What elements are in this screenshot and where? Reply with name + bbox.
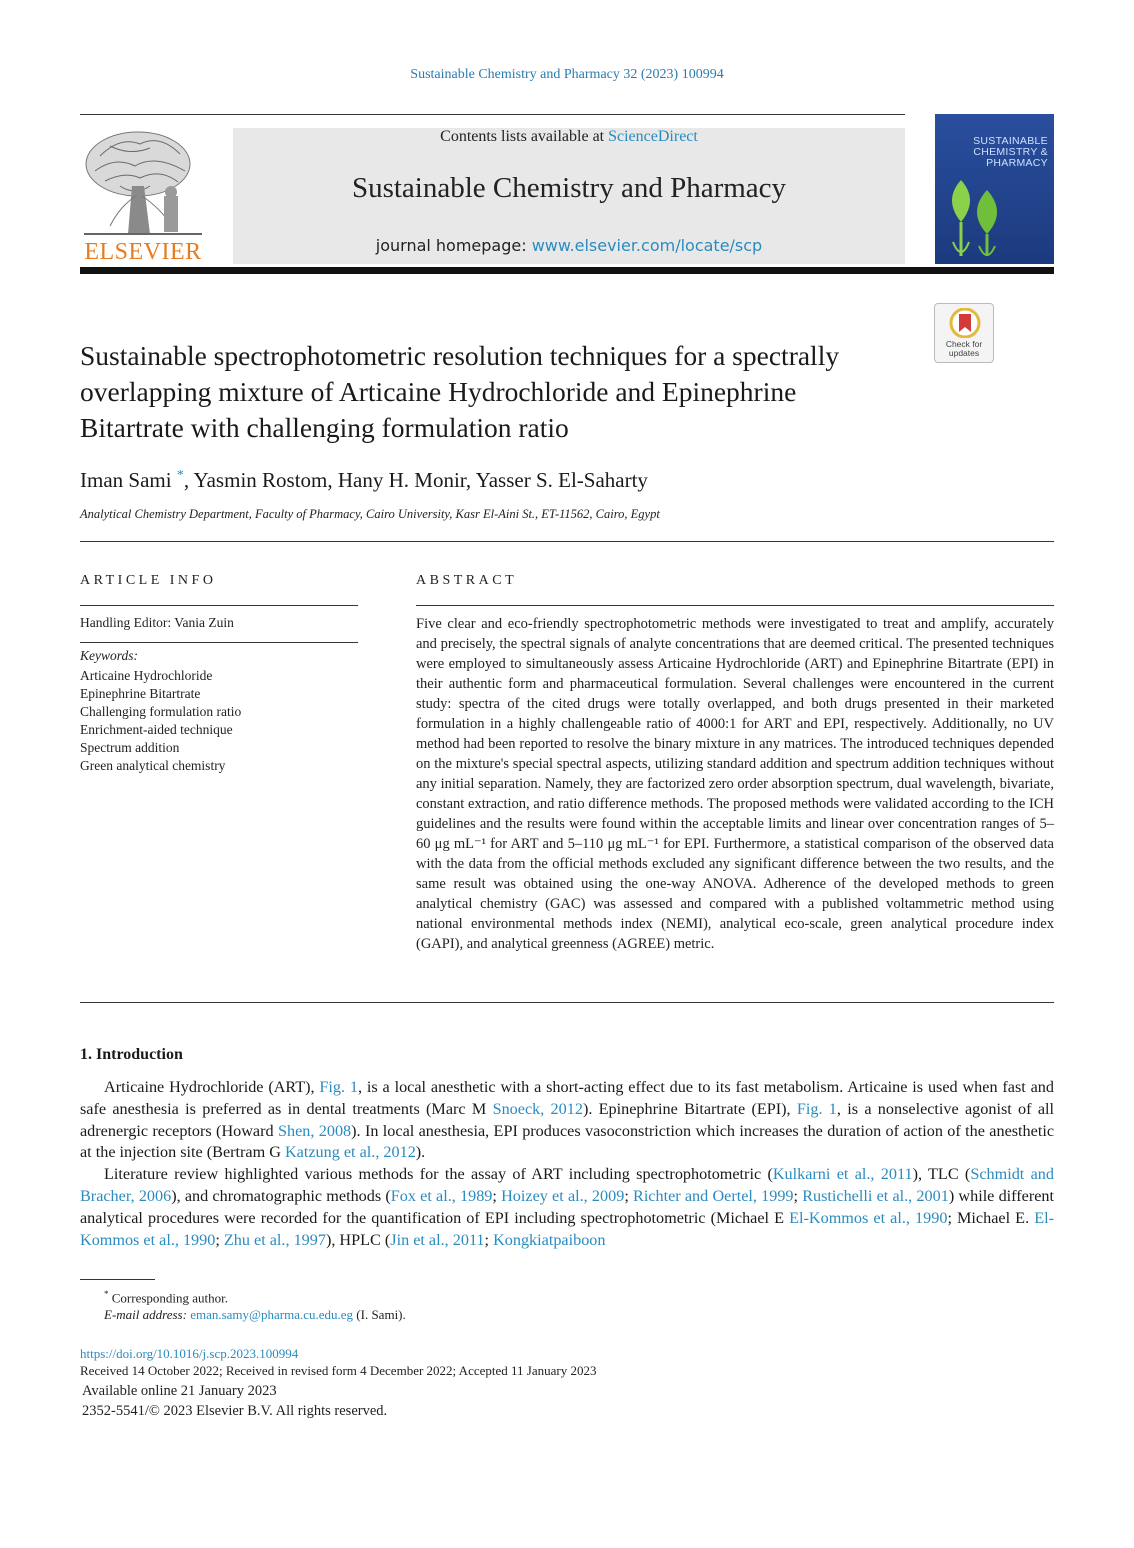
cover-title: SUSTAINABLE CHEMISTRY & PHARMACY [973, 135, 1048, 169]
intro-text: ) while different analytical procedures were recorded for the quantification of EPI including spectrophotometric (Michael E [80, 1186, 1055, 1227]
intro-paragraph-2 [80, 1164, 1054, 1251]
keyword-item: Enrichment-aided technique [80, 722, 233, 737]
abstract-heading: ABSTRACT [416, 573, 518, 588]
header-divider [80, 114, 905, 115]
reference-link[interactable]: Zhu et al., 1997 [223, 1230, 326, 1249]
article-info-divider-mid [80, 642, 358, 643]
homepage-prefix: journal homepage: [375, 236, 532, 255]
reference-link[interactable]: Fox et al., 1989 [390, 1186, 493, 1205]
email-link[interactable]: eman.samy@pharma.cu.edu.eg [190, 1307, 354, 1322]
abstract-text: Five clear and eco-friendly spectrophotometric methods were investigated to treat and amplify, accurately and precisely, the spectral signals of analyte concentrations that are deemed critical. The presented techniques were employed to simultaneously assess Articaine Hydrochloride (ART) and Epinephrine Bitartrate (EPI) in their authentic form and pharmaceutical formulation. Several challenges were encountered in the current study: spectra of the cited drugs were totally overlapped, and both drugs presented in their marketed formulation in a highly challengeable ratio of 4000:1 for ART and EPI, respectively. Additionally, no UV method had been reported to resolve the binary mixture in any matrices. The introduced techniques depended on the mixture's special spectral aspects, utilizing standard addition and spectrum addition techniques without any initial separation. Namely, they are factorized zero order absorption spectrum, dual wavelength, bivariate, constant extraction, and ratio difference methods. The proposed methods were validated according to the ICH guidelines and the results were found within the acceptable limits and linear over concentration ranges of 5–60 μg mL⁻¹ for ART and 5–110 μg mL⁻¹ for EPI. Furthermore, a statistical comparison of the observed data with the data from the official methods excluded any significant difference between the two results, and the same result was obtained using the one-way ANOVA. Adherence of the developed methods to green analytical chemistry (GAC) was assessed and compared with a published voltammetric method using national environmental methods index (NEMI), analytical eco-scale, green analytical procedure index (GAPI), and analytical greenness (AGREE) metric. [416, 616, 1054, 952]
journal-homepage-line [233, 236, 905, 255]
bookmark-icon [949, 308, 981, 338]
leaf-flask-icon [939, 176, 1019, 262]
elsevier-tree-icon [80, 126, 206, 238]
keyword-item: Epinephrine Bitartrate [80, 686, 201, 701]
check-for-updates-label: Check for updates [945, 339, 983, 358]
footnote-divider [80, 1279, 155, 1280]
intro-text: Articaine Hydrochloride (ART), [104, 1078, 320, 1096]
reference-link[interactable]: Kulkarni et al., 2011 [772, 1165, 913, 1184]
corresponding-author-marker[interactable]: * [176, 468, 184, 483]
handling-editor: Handling Editor: Vania Zuin [80, 615, 234, 630]
authors-rest: , Yasmin Rostom, Hany H. Monir, Yasser S. El-Saharty [183, 468, 648, 492]
journal-citation[interactable]: Sustainable Chemistry and Pharmacy 32 (2023) 100994 [410, 67, 724, 82]
journal-name: Sustainable Chemistry and Pharmacy [351, 172, 787, 204]
sciencedirect-link[interactable]: ScienceDirect [608, 128, 698, 145]
corresponding-author-note [104, 1289, 228, 1306]
article-info-heading: ARTICLE INFO [80, 573, 217, 588]
reference-link[interactable]: Snoeck, 2012 [492, 1099, 583, 1118]
intro-text: , is a nonselective agonist of all adrenergic receptors (Howard [80, 1099, 1054, 1140]
intro-text: ; [624, 1186, 634, 1205]
contents-prefix: Contents lists available at [440, 128, 609, 145]
figure-link[interactable]: Fig. 1 [319, 1078, 358, 1096]
journal-cover[interactable] [935, 114, 1054, 264]
keyword-item: Articaine Hydrochloride [80, 668, 213, 683]
intro-text: , is a local anesthetic with a short-acting effect due to its fast metabolism. Articaine is used when fast and safe anesthesia is preferred as in dental treatments (Marc M [80, 1078, 1054, 1118]
homepage-link[interactable]: www.elsevier.com/locate/scp [531, 236, 763, 255]
introduction-heading: 1. Introduction [80, 1046, 183, 1063]
intro-text: ; [215, 1230, 224, 1249]
received-dates: Received 14 October 2022; Received in revised form 4 December 2022; Accepted 11 January 2023 [80, 1363, 597, 1378]
introduction-body [80, 1077, 1054, 1251]
keyword-item: Challenging formulation ratio [80, 704, 242, 719]
doi-link[interactable]: https://doi.org/10.1016/j.scp.2023.100994 [80, 1346, 299, 1361]
intro-text: ), TLC ( [912, 1165, 971, 1184]
abstract-divider-bottom [80, 1002, 1054, 1003]
contents-available-line [233, 128, 905, 146]
intro-text: ; [793, 1186, 803, 1205]
reference-link[interactable]: Shen, 2008 [277, 1121, 352, 1140]
reference-link[interactable]: Rustichelli et al., 2001 [802, 1186, 949, 1205]
intro-text: Literature review highlighted various methods for the assay of ART including spectrophotometric ( [104, 1165, 773, 1184]
reference-link[interactable]: Katzung et al., 2012 [284, 1143, 416, 1162]
intro-text: ; [492, 1186, 502, 1205]
reference-link[interactable]: El-Kommos et al., 1990 [789, 1208, 948, 1227]
email-note [104, 1307, 406, 1323]
reference-link[interactable]: Hoizey et al., 2009 [501, 1186, 625, 1205]
copyright: 2352-5541/© 2023 Elsevier B.V. All rights reserved. [82, 1403, 388, 1419]
available-online: Available online 21 January 2023 [82, 1383, 277, 1399]
intro-text: ), HPLC ( [325, 1230, 391, 1249]
masthead-divider [80, 267, 1054, 274]
journal-header-box [233, 128, 905, 264]
intro-text: ). In local anesthesia, EPI produces vasoconstriction which increases the duration of action of the anesthetic at the injection site (Bertram G [80, 1121, 1055, 1162]
author-list [80, 468, 648, 493]
reference-link[interactable]: Richter and Oertel, 1999 [633, 1186, 794, 1205]
article-info-divider-top [80, 605, 358, 606]
intro-text: ). Epinephrine Bitartrate (EPI), [582, 1099, 797, 1118]
article-title: Sustainable spectrophotometric resolution techniques for a spectrally overlapping mixture of Articaine Hydrochloride and Epinephrine Bitartrate with challenging formulation ratio [80, 340, 840, 443]
intro-text: ). [415, 1143, 426, 1162]
corresponding-author-text: Corresponding author. [111, 1290, 229, 1306]
email-suffix: (I. Sami). [353, 1307, 406, 1322]
elsevier-logo [80, 126, 206, 266]
intro-paragraph-1 [80, 1077, 1054, 1164]
reference-link[interactable]: Schmidt and Bracher, 2006 [80, 1165, 1054, 1205]
reference-link[interactable]: El-Kommos et al., 1990 [80, 1208, 1055, 1249]
author-first: Iman Sami [80, 468, 172, 492]
footnote-star: * [104, 1289, 109, 1299]
keywords-list [80, 667, 241, 775]
check-for-updates-button[interactable] [934, 303, 994, 363]
intro-text: ), and chromatographic methods ( [171, 1186, 391, 1205]
reference-link[interactable]: Jin et al., 2011 [390, 1230, 485, 1249]
abstract-divider-top [416, 605, 1054, 606]
intro-text: ; [484, 1230, 494, 1249]
affiliation: Analytical Chemistry Department, Faculty of Pharmacy, Cairo University, Kasr El-Aini St., ET-11562, Cairo, Egypt [80, 507, 660, 521]
affiliation-divider [80, 541, 1054, 542]
figure-link[interactable]: Fig. 1 [796, 1099, 837, 1118]
email-label: E-mail address: [104, 1307, 187, 1322]
elsevier-wordmark: ELSEVIER [84, 239, 202, 265]
keyword-item: Green analytical chemistry [80, 758, 226, 773]
keywords-label: Keywords: [80, 648, 138, 663]
keyword-item: Spectrum addition [80, 740, 180, 755]
reference-link[interactable]: Kongkiatpaiboon [493, 1230, 606, 1249]
intro-text: ; Michael E. [947, 1208, 1035, 1227]
